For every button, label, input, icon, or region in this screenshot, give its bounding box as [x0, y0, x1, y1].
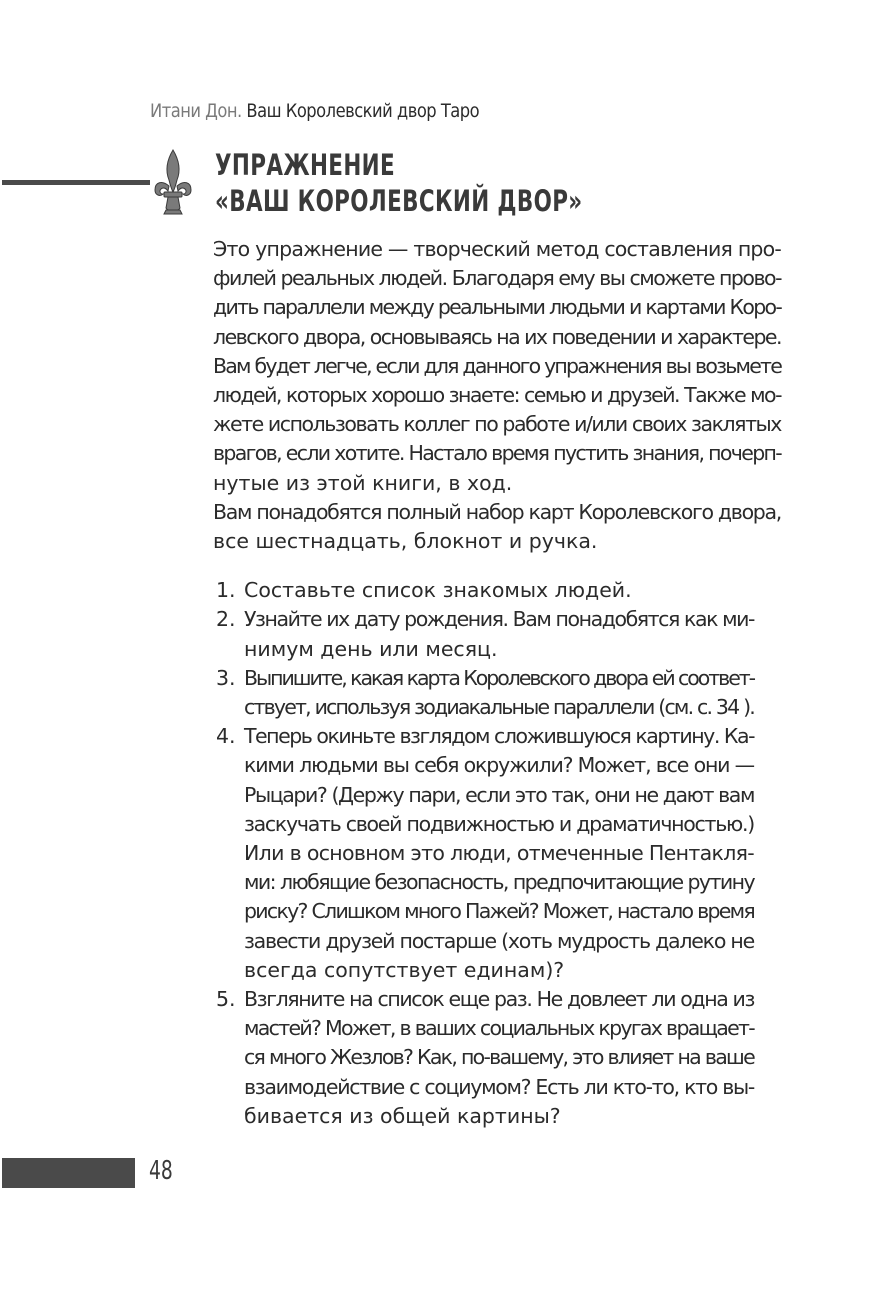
title-rule	[2, 180, 150, 185]
text-line: ствует, используя зодиакальные параллели (см. с. 34 ).	[244, 695, 754, 720]
page-number-bar	[2, 1158, 135, 1188]
intro-paragraph	[186, 235, 782, 498]
steps-list	[186, 576, 754, 1131]
text-line: всегда сопутствует единам)?	[244, 957, 565, 982]
step-number: 5.	[216, 987, 236, 1012]
list-item	[186, 664, 754, 722]
step-number: 3.	[216, 665, 236, 690]
text-line: риску? Слишком много Пажей? Может, настало время	[244, 899, 754, 924]
text-line: ся много Жезлов? Как, по-вашему, это влияет на ваше	[244, 1045, 754, 1070]
fleur-de-lis-icon	[152, 148, 194, 216]
section-title	[215, 147, 583, 219]
list-item	[186, 576, 754, 605]
text-line: Рыцари? (Держу пари, если это так, они не дают вам	[244, 782, 755, 807]
text-line: бивается из общей картины?	[244, 1103, 561, 1128]
text-line: нимум день или месяц.	[244, 636, 498, 661]
header-book-title: Ваш Королевский двор Таро	[246, 100, 480, 122]
section-title-line2: «ВАШ КОРОЛЕВСКИЙ ДВОР»	[215, 184, 583, 218]
materials-paragraph	[186, 498, 781, 556]
text-line: Вам понадобятся полный набор карт Королевского двора,	[213, 499, 781, 524]
page-number: 48	[149, 1156, 173, 1186]
text-line: Вам будет легче, если для данного упражнения вы возьмете	[213, 353, 782, 378]
body-text	[186, 235, 782, 1131]
step-number: 4.	[216, 724, 236, 749]
text-line: Взгляните на список еще раз. Не довлеет ли одна из	[244, 987, 755, 1012]
section-title-line1: УПРАЖНЕНИЕ	[215, 148, 396, 182]
list-item	[186, 722, 754, 985]
text-line: Теперь окиньте взглядом сложившуюся картину. Ка-	[244, 724, 755, 749]
text-line: мастей? Может, в ваших социальных кругах вращает-	[244, 1016, 754, 1041]
text-line: взаимодействие с социумом? Есть ли кто-то, кто вы-	[244, 1074, 754, 1099]
text-line: людей, которых хорошо знаете: семью и друзей. Также мо-	[213, 383, 781, 408]
text-line: завести друзей постарше (хоть мудрость далеко не	[244, 928, 755, 953]
text-line: жете использовать коллег по работе и/или своих заклятых	[213, 412, 781, 437]
list-item	[186, 985, 754, 1131]
text-line: заскучать своей подвижностью и драматичностью.)	[244, 811, 754, 836]
text-line: Выпишите, какая карта Королевского двора ей соответ-	[244, 665, 755, 690]
header-author: Итани Дон.	[150, 100, 242, 122]
text-line: врагов, если хотите. Настало время пустить знания, почерп-	[213, 441, 782, 466]
text-line: кими людьми вы себя окружили? Может, все они —	[244, 753, 755, 778]
text-line: нутые из этой книги, в ход.	[213, 470, 513, 495]
step-number: 2.	[216, 607, 236, 632]
list-item	[186, 605, 754, 663]
text-line: Узнайте их дату рождения. Вам понадобятся как ми-	[244, 607, 754, 632]
text-line: Это упражнение — творческий метод составления про-	[213, 237, 782, 261]
text-line: Или в основном это люди, отмеченные Пентакля-	[244, 841, 755, 866]
running-header	[150, 100, 479, 122]
text-line: ми: любящие безопасность, предпочитающие рутину	[244, 870, 755, 895]
text-line: левского двора, основываясь на их поведении и характере.	[213, 324, 781, 349]
text-line: все шестнадцать, блокнот и ручка.	[213, 529, 598, 554]
step-number: 1.	[216, 578, 236, 603]
text-line: дить параллели между реальными людьми и картами Коро-	[213, 295, 782, 320]
text-line: филей реальных людей. Благодаря ему вы сможете прово-	[213, 266, 781, 291]
text-line: Составьте список знакомых людей.	[244, 578, 632, 603]
